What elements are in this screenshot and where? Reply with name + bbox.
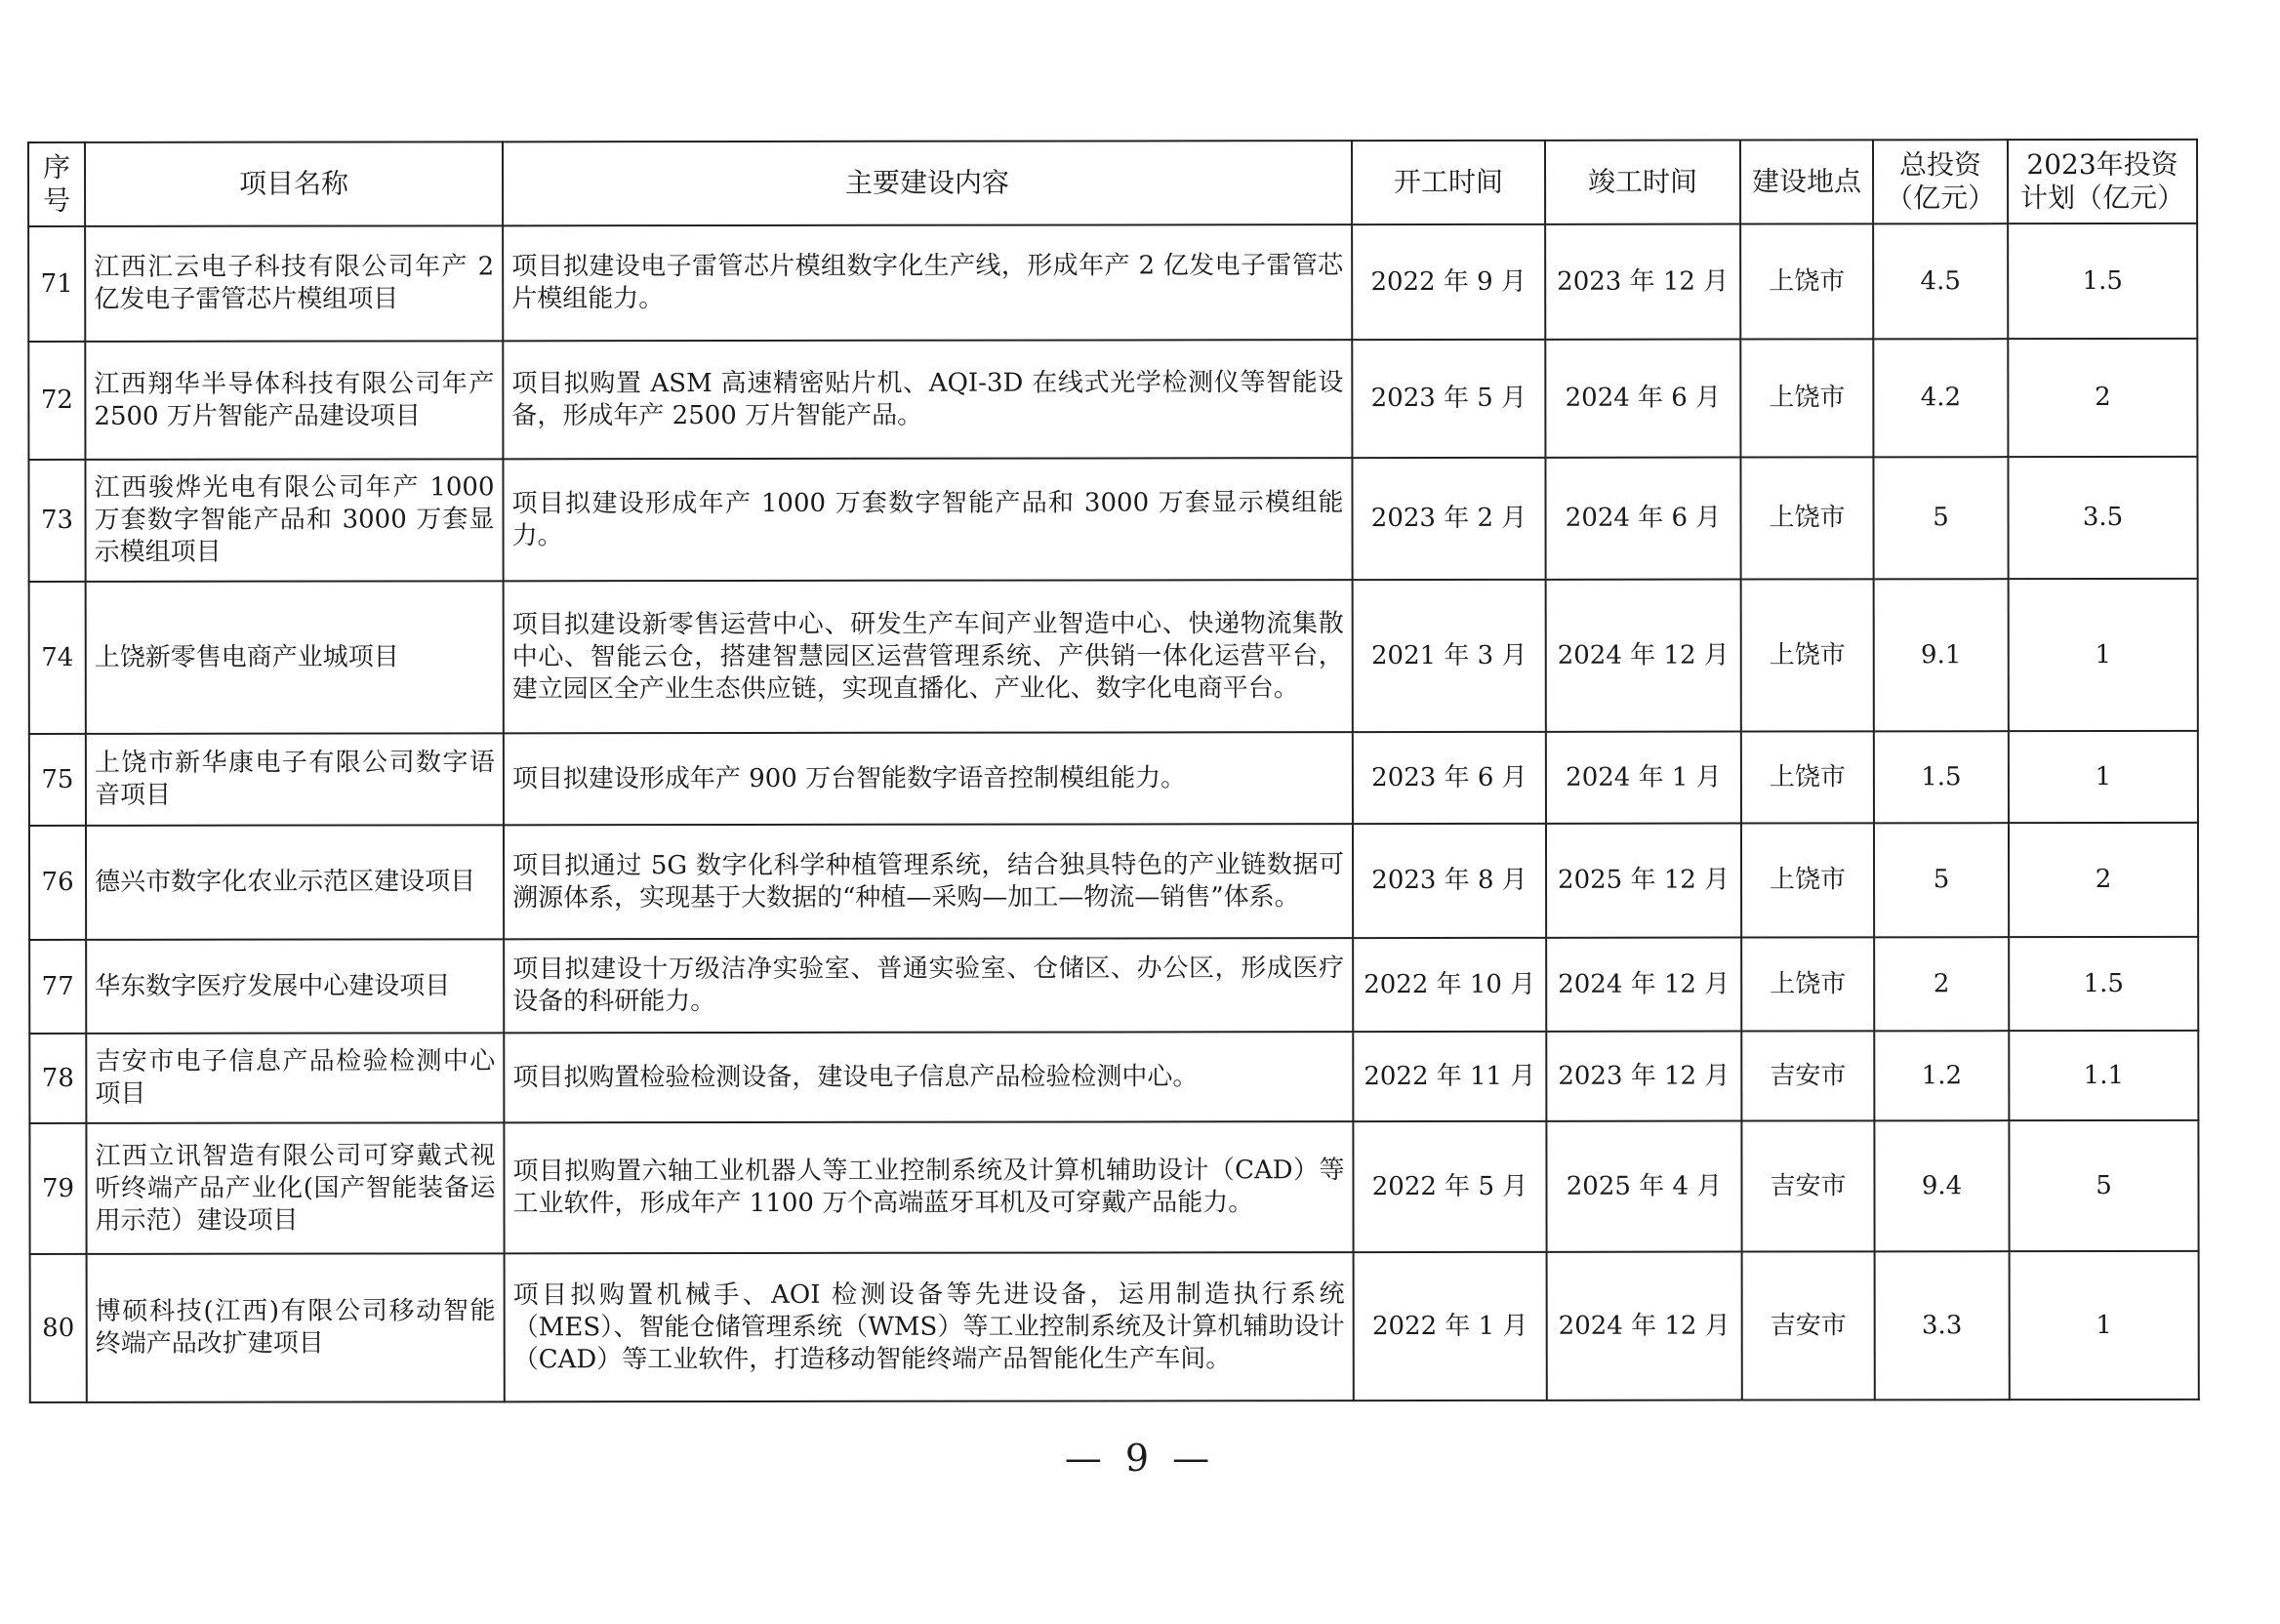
project-table [27,139,2200,1403]
row-start-date: 2021 年 3 月 [1353,580,1546,732]
row-total-investment: 5 [1874,823,2009,937]
row-project-name: 博硕科技(江西)有限公司移动智能终端产品改扩建项目 [87,1253,505,1402]
row-end-date: 2024 年 6 月 [1545,458,1740,580]
row-no: 77 [29,940,86,1034]
row-project-name: 江西立讯智造有限公司可穿戴式视听终端产品产业化(国产智能装备运用示范）建设项目 [86,1122,504,1254]
row-end-date: 2024 年 1 月 [1546,732,1741,824]
row-no: 74 [29,582,86,734]
table-row [29,731,2198,826]
row-end-date: 2024 年 6 月 [1545,340,1740,458]
row-end-date: 2023 年 12 月 [1545,224,1740,340]
table-row [28,457,2197,582]
row-content: 项目拟建设十万级洁净实验室、普通实验室、仓储区、办公区，形成医疗设备的科研能力。 [504,938,1353,1033]
row-total-investment: 4.5 [1873,223,2008,339]
row-location: 上饶市 [1740,339,1873,457]
table-header-row [28,140,2197,226]
row-location: 上饶市 [1740,223,1873,339]
row-plan-investment: 1 [2009,731,2198,823]
page-number: — 9 — [1064,1437,1216,1480]
table-row [29,823,2198,940]
row-plan-investment: 1 [2009,579,2198,731]
table-row [29,579,2198,734]
row-location: 吉安市 [1741,1120,1874,1251]
row-start-date: 2022 年 10 月 [1353,938,1546,1032]
row-plan-investment: 5 [2009,1120,2198,1251]
row-plan-investment: 1.5 [2008,223,2197,339]
row-end-date: 2024 年 12 月 [1546,938,1741,1032]
row-no: 78 [29,1034,86,1123]
row-no: 73 [28,460,85,582]
row-project-name: 德兴市数字化农业示范区建设项目 [86,825,504,940]
row-total-investment: 3.3 [1875,1251,2010,1400]
row-content: 项目拟购置 ASM 高速精密贴片机、AQI-3D 在线式光学检测仪等智能设备，形成年产 2500 万片智能产品。 [503,340,1352,459]
row-content: 项目拟建设形成年产 900 万台智能数字语音控制模组能力。 [504,732,1353,825]
row-content: 项目拟建设电子雷管芯片模组数字化生产线，形成年产 2 亿发电子雷管芯片模组能力。 [503,224,1352,341]
header-content: 主要建设内容 [503,141,1352,225]
row-start-date: 2022 年 1 月 [1354,1252,1547,1401]
row-total-investment: 2 [1874,937,2009,1031]
row-start-date: 2023 年 2 月 [1352,458,1545,580]
row-location: 上饶市 [1740,457,1873,579]
header-total: 总投资（亿元） [1873,140,2008,223]
header-plan: 2023年投资计划（亿元） [2008,140,2197,223]
row-plan-investment: 3.5 [2008,457,2197,579]
header-end: 竣工时间 [1545,141,1740,224]
row-end-date: 2023 年 12 月 [1546,1032,1741,1121]
row-total-investment: 9.1 [1874,579,2009,731]
row-plan-investment: 2 [2008,339,2197,457]
row-project-name: 上饶市新华康电子有限公司数字语音项目 [86,733,504,826]
row-content: 项目拟建设形成年产 1000 万套数字智能产品和 3000 万套显示模组能力。 [503,458,1352,581]
row-total-investment: 1.2 [1874,1031,2009,1120]
row-total-investment: 4.2 [1873,339,2008,457]
row-no: 72 [28,342,85,460]
row-plan-investment: 1.1 [2009,1031,2198,1120]
row-no: 76 [29,826,86,940]
row-total-investment: 5 [1873,457,2008,579]
row-end-date: 2025 年 4 月 [1546,1121,1741,1252]
row-no: 79 [29,1123,86,1254]
row-total-investment: 9.4 [1874,1120,2009,1251]
row-content: 项目拟购置机械手、AOI 检测设备等先进设备，运用制造执行系统（MES）、智能仓储管理系统（WMS）等工业控制系统及计算机辅助设计（CAD）等工业软件，打造移动智能终端产品智能化生产车间。 [505,1252,1354,1401]
row-location: 上饶市 [1741,579,1874,731]
row-content: 项目拟购置六轴工业机器人等工业控制系统及计算机辅助设计（CAD）等工业软件，形成年产 1100 万个高端蓝牙耳机及可穿戴产品能力。 [504,1121,1353,1253]
row-start-date: 2023 年 5 月 [1352,340,1545,458]
row-start-date: 2022 年 9 月 [1352,224,1545,340]
row-project-name: 江西骏烨光电有限公司年产 1000 万套数字智能产品和 3000 万套显示模组项目 [85,459,503,582]
row-no: 71 [28,226,85,342]
row-project-name: 吉安市电子信息产品检验检测中心项目 [86,1033,504,1123]
row-location: 上饶市 [1741,937,1874,1031]
row-no: 75 [29,734,86,826]
row-start-date: 2022 年 5 月 [1353,1121,1546,1252]
row-total-investment: 1.5 [1874,731,2009,823]
table-row [29,1031,2198,1123]
table-row [30,1251,2199,1402]
row-location: 上饶市 [1741,731,1874,823]
row-plan-investment: 1.5 [2009,937,2198,1031]
row-end-date: 2024 年 12 月 [1547,1252,1742,1401]
row-location: 吉安市 [1742,1251,1875,1400]
table-row [28,339,2197,460]
row-project-name: 江西汇云电子科技有限公司年产 2 亿发电子雷管芯片模组项目 [85,225,503,342]
row-project-name: 华东数字医疗发展中心建设项目 [86,939,504,1034]
table-row [29,937,2198,1034]
row-start-date: 2023 年 6 月 [1353,732,1546,824]
row-location: 上饶市 [1741,823,1874,937]
table-row [29,1120,2198,1254]
row-content: 项目拟建设新零售运营中心、研发生产车间产业智造中心、快递物流集散中心、智能云仓，搭建智慧园区运营管理系统、产供销一体化运营平台，建立园区全产业生态供应链，实现直播化、产业化、数字化电商平台。 [504,580,1353,733]
row-end-date: 2024 年 12 月 [1546,580,1741,732]
row-project-name: 江西翔华半导体科技有限公司年产 2500 万片智能产品建设项目 [85,341,503,460]
row-content: 项目拟购置检验检测设备，建设电子信息产品检验检测中心。 [504,1032,1353,1122]
row-plan-investment: 1 [2010,1251,2199,1400]
header-no: 序号 [28,142,85,226]
row-no: 80 [30,1254,87,1402]
row-start-date: 2023 年 8 月 [1353,824,1546,938]
row-location: 吉安市 [1741,1031,1874,1120]
row-start-date: 2022 年 11 月 [1353,1032,1546,1121]
row-plan-investment: 2 [2009,823,2198,937]
row-project-name: 上饶新零售电商产业城项目 [86,581,504,734]
row-end-date: 2025 年 12 月 [1546,824,1741,938]
header-name: 项目名称 [85,142,503,226]
row-content: 项目拟通过 5G 数字化科学种植管理系统，结合独具特色的产业链数据可溯源体系，实现基于大数据的“种植—采购—加工—物流—销售”体系。 [504,824,1353,939]
header-location: 建设地点 [1740,140,1873,223]
header-start: 开工时间 [1352,141,1545,224]
table-row [28,223,2197,342]
